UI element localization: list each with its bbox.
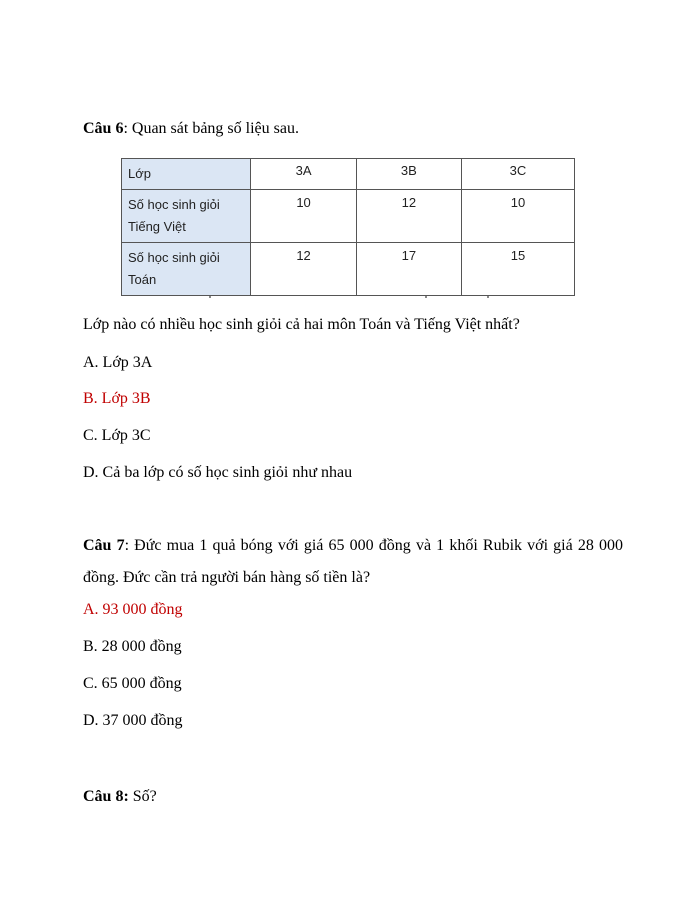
table-header-row	[122, 159, 575, 190]
table-cell: 10	[251, 190, 356, 243]
table-row	[122, 190, 575, 243]
row-label-line: Số học sinh giỏi	[128, 250, 220, 265]
table-cell: 15	[461, 243, 574, 296]
question-7-title	[83, 530, 623, 594]
question-6-option-a[interactable]: A. Lớp 3A	[83, 354, 153, 371]
question-8-title	[83, 786, 157, 808]
table-header-cell: 3A	[251, 159, 356, 190]
question-6-title	[83, 118, 299, 140]
table-header-cell: 3C	[461, 159, 574, 190]
question-6-label: Câu 6	[83, 120, 124, 137]
row-label-line: Tiếng Việt	[128, 219, 186, 234]
row-label-line: Toán	[128, 272, 157, 287]
question-7-option-b[interactable]: B. 28 000 đồng	[83, 638, 182, 655]
question-6-prompt: : Quan sát bảng số liệu sau.	[123, 120, 299, 137]
question-7-option-a[interactable]: A. 93 000 đồng	[83, 601, 183, 618]
row-label	[122, 190, 251, 243]
question-7-option-c[interactable]: C. 65 000 đồng	[83, 675, 182, 692]
question-6-text: Lớp nào có nhiều học sinh giỏi cả hai môn Toán và Tiếng Việt nhất?	[83, 316, 520, 333]
question-7-prompt: : Đức mua 1 quả bóng với giá 65 000 đồng và 1 khối Rubik với giá 28 000 đồng. Đức cần trả người bán hàng số tiền là?	[83, 537, 623, 586]
table-header-cell: 3B	[356, 159, 461, 190]
question-6-option-c[interactable]: C. Lớp 3C	[83, 427, 151, 444]
question-6-option-b[interactable]: B. Lớp 3B	[83, 390, 151, 407]
question-7-option-d[interactable]: D. 37 000 đồng	[83, 712, 183, 729]
data-table	[121, 158, 575, 296]
table-header-cell: Lớp	[122, 159, 251, 190]
question-8-prompt: Số?	[128, 788, 157, 805]
question-6-option-d[interactable]: D. Cả ba lớp có số học sinh giỏi như nhau	[83, 464, 353, 481]
table-row	[122, 243, 575, 296]
row-label-line: Số học sinh giỏi	[128, 197, 220, 212]
table-cell: 12	[356, 190, 461, 243]
question-7-label: Câu 7	[83, 537, 125, 554]
table-cell: 10	[461, 190, 574, 243]
table-cell: 17	[356, 243, 461, 296]
question-8-label: Câu 8:	[83, 788, 129, 805]
row-label	[122, 243, 251, 296]
table-cell: 12	[251, 243, 356, 296]
